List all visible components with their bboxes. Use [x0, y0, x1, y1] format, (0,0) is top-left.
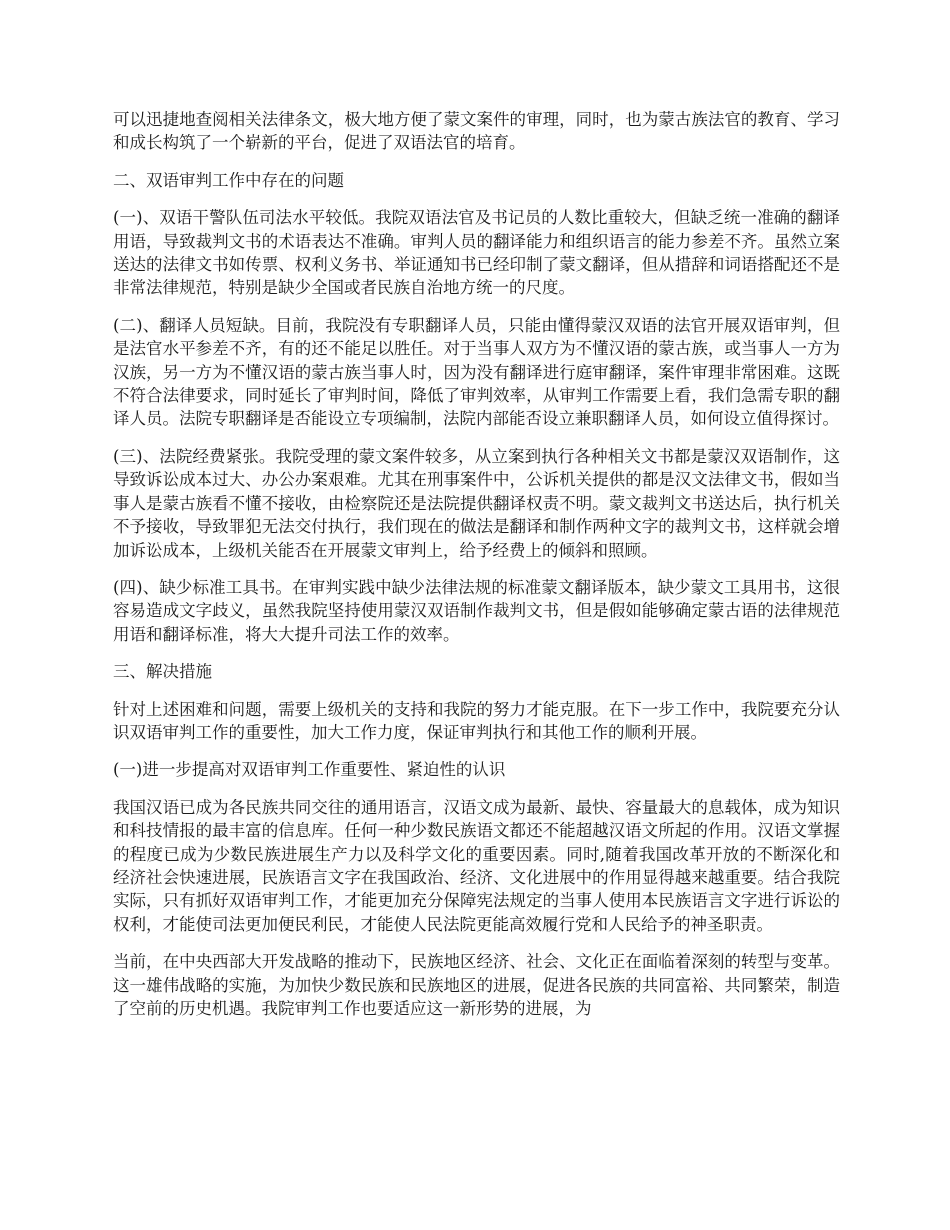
paragraph-solution-1-context: 当前，在中央西部大开发战略的推动下，民族地区经济、社会、文化正在面临着深刻的转型与变革。这一雄伟战略的实施，为加快少数民族和民族地区的进展，促进各民族的共同富裕、共同繁荣，制造了空前的历史机遇。我院审判工作也要适应这一新形势的进展，为	[113, 952, 840, 1018]
paragraph-intro-continuation: 可以迅捷地查阅相关法律条文，极大地方便了蒙文案件的审理，同时，也为蒙古族法官的教育、学习和成长构筑了一个崭新的平台，促进了双语法官的培育。	[113, 110, 840, 153]
document-page	[113, 108, 840, 1034]
subheading-solution-1: (一)进一步提高对双语审判工作重要性、紧迫性的认识	[113, 760, 506, 780]
paragraph-solutions-intro: 针对上述困难和问题，需要上级机关的支持和我院的努力才能克服。在下一步工作中，我院要充分认识双语审判工作的重要性，加大工作力度，保证审判执行和其他工作的顺利开展。	[113, 699, 840, 742]
paragraph-problem-3: (三)、法院经费紧张。我院受理的蒙文案件较多，从立案到执行各种相关文书都是蒙汉双语制作，这导致诉讼成本过大、办公办案艰难。尤其在刑事案件中，公诉机关提供的都是汉文法律文书，假如当事人是蒙古族看不懂不接收，由检察院还是法院提供翻译权责不明。蒙文裁判文书送达后，执行机关不予接收，导致罪犯无法交付执行，我们现在的做法是翻译和制作两种文字的裁判文书，这样就会增加诉讼成本，上级机关能否在开展蒙文审判上，给予经费上的倾斜和照顾。	[113, 446, 840, 560]
paragraph-problem-1: (一)、双语干警队伍司法水平较低。我院双语法官及书记员的人数比重较大，但缺乏统一准确的翻译用语，导致裁判文书的术语表达不准确。审判人员的翻译能力和组织语言的能力参差不齐。虽然立案送达的法律文书如传票、权利义务书、举证通知书已经印制了蒙文翻译，但从措辞和词语搭配还不是非常法律规范，特别是缺少全国或者民族自治地方统一的尺度。	[113, 208, 840, 298]
section-heading-solutions: 三、解决措施	[113, 662, 212, 682]
paragraph-problem-2: (二)、翻译人员短缺。目前，我院没有专职翻译人员，只能由懂得蒙汉双语的法官开展双语审判，但是法官水平参差不齐，有的还不能足以胜任。对于当事人双方为不懂汉语的蒙古族，或当事人一方为汉族，另一方为不懂汉语的蒙古族当事人时，因为没有翻译进行庭审翻译，案件审理非常困难。这既不符合法律要求，同时延长了审判时间，降低了审判效率，从审判工作需要上看，我们急需专职的翻译人员。法院专职翻译是否能设立专项编制，法院内部能否设立兼职翻译人员，如何设立值得探讨。	[113, 315, 840, 429]
paragraph-problem-4: (四)、缺少标准工具书。在审判实践中缺少法律法规的标准蒙文翻译版本，缺少蒙文工具用书，这很容易造成文字歧义，虽然我院坚持使用蒙汉双语制作裁判文书，但是假如能够确定蒙古语的法律规范用语和翻译标准，将大大提升司法工作的效率。	[113, 577, 840, 644]
section-heading-problems: 二、双语审判工作中存在的问题	[113, 170, 344, 190]
paragraph-solution-1-body: 我国汉语已成为各民族共同交往的通用语言，汉语文成为最新、最快、容量最大的息载体，成为知识和科技情报的最丰富的信息库。任何一种少数民族语文都还不能超越汉语文所起的作用。汉语文掌握的程度已成为少数民族进展生产力以及科学文化的重要因素。同时,随着我国改革开放的不断深化和经济社会快速进展，民族语言文字在我国政治、经济、文化进展中的作用显得越来越重要。结合我院实际，只有抓好双语审判工作，才能更加充分保障宪法规定的当事人使用本民族语言文字进行诉讼的权利，才能使司法更加便民利民，才能使人民法院更能高效履行党和人民给予的神圣职责。	[113, 797, 840, 934]
